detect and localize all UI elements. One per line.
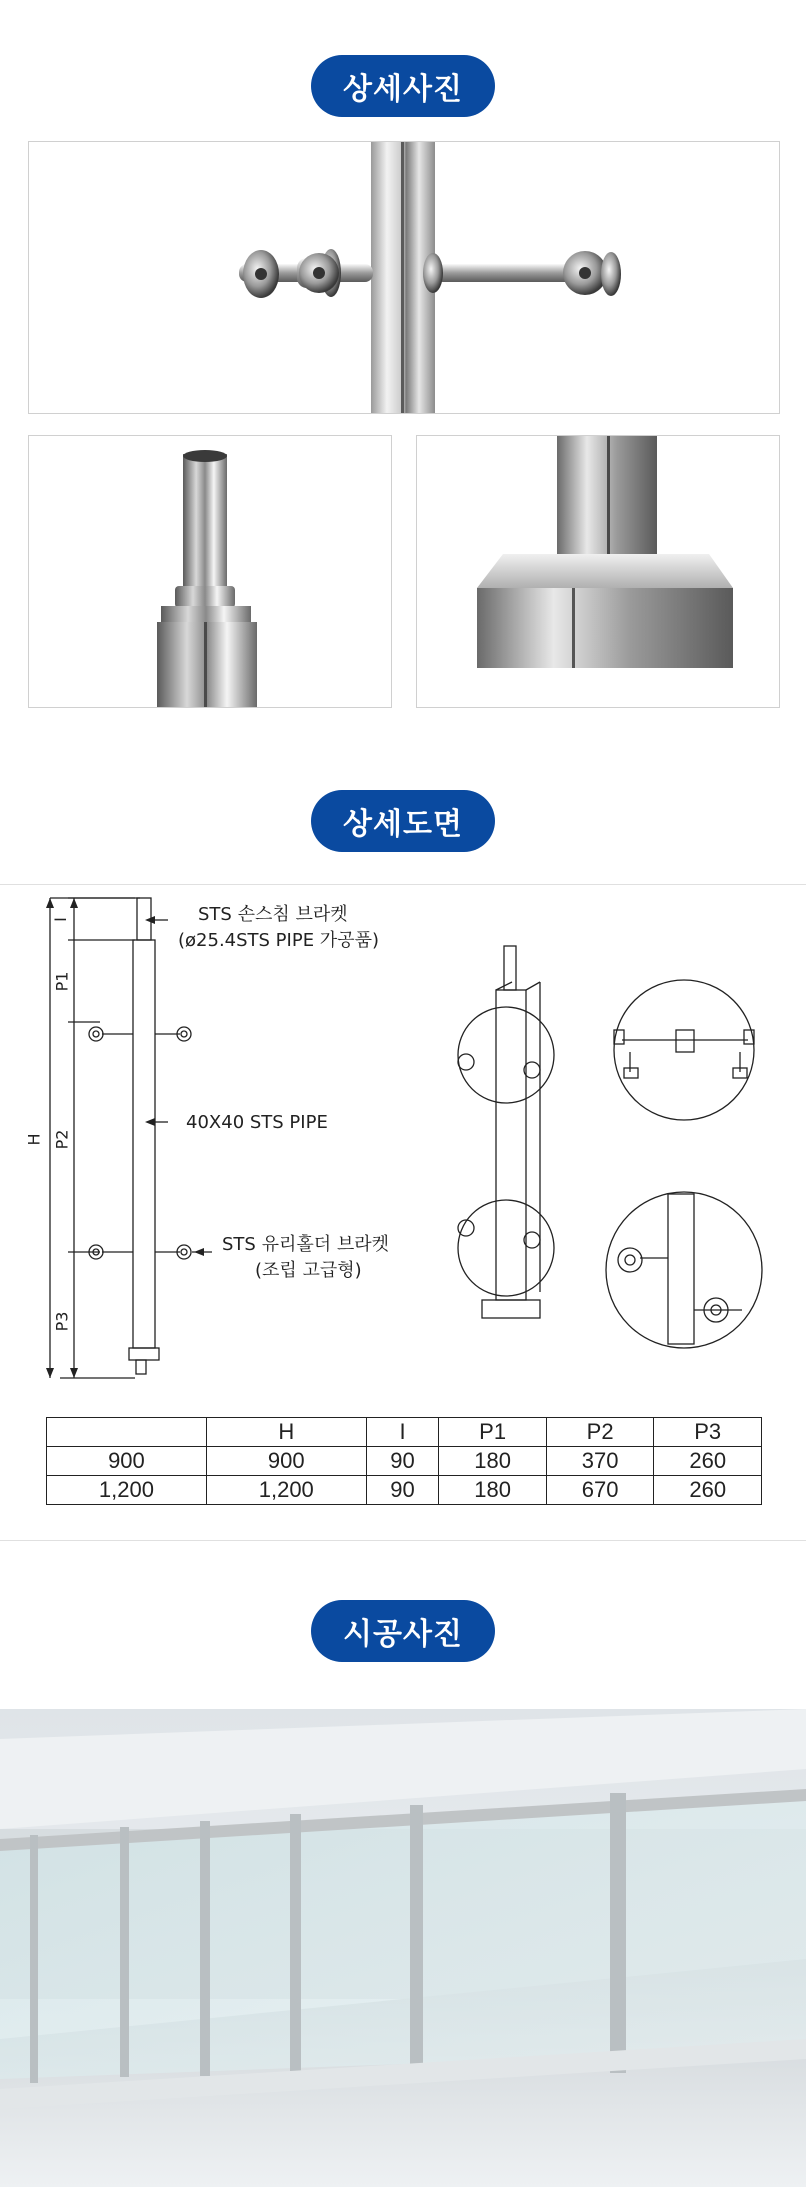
post-clamp-illustration (29, 142, 780, 414)
spec-header-cell: P3 (654, 1418, 762, 1447)
photo-post-base (416, 435, 780, 708)
label-handrail-bracket: STS 손스침 브라켓 (198, 904, 348, 925)
table-row (47, 1447, 762, 1476)
spec-cell: 900 (47, 1447, 207, 1476)
photo-installation (0, 1709, 806, 2187)
dim-label-H: H (24, 1133, 44, 1146)
spec-header-cell: I (366, 1418, 439, 1447)
dim-label-P2: P2 (52, 1129, 72, 1150)
spec-cell: 1,200 (206, 1476, 366, 1505)
spec-header-cell: P1 (439, 1418, 547, 1447)
section-title-detail-photo: 상세사진 (311, 55, 495, 117)
spec-table-header-row (47, 1418, 762, 1447)
photo-post-with-clamps (28, 141, 780, 414)
divider-line (0, 884, 806, 885)
spec-header-cell: P2 (546, 1418, 654, 1447)
dim-label-P3: P3 (52, 1311, 72, 1332)
label-glass-holder-sub: (조립 고급형) (255, 1260, 362, 1281)
spec-cell: 370 (546, 1447, 654, 1476)
spec-cell: 180 (439, 1476, 547, 1505)
dim-label-P1: P1 (52, 971, 72, 992)
dim-label-I: I (50, 917, 70, 922)
spec-cell: 1,200 (47, 1476, 207, 1505)
pipe-top-illustration (29, 436, 392, 708)
spec-header-cell: H (206, 1418, 366, 1447)
section-title-install-photo: 시공사진 (311, 1600, 495, 1662)
photo-pipe-top (28, 435, 392, 708)
spec-cell: 180 (439, 1447, 547, 1476)
spec-cell: 260 (654, 1447, 762, 1476)
section-title-detail-drawing: 상세도면 (311, 790, 495, 852)
table-row (47, 1476, 762, 1505)
post-base-illustration (417, 436, 780, 708)
divider-line (0, 1540, 806, 1541)
spec-cell: 90 (366, 1476, 439, 1505)
spec-cell: 670 (546, 1476, 654, 1505)
installation-illustration (0, 1709, 806, 2187)
label-pipe: 40X40 STS PIPE (186, 1112, 328, 1133)
spec-cell: 260 (654, 1476, 762, 1505)
technical-drawing (0, 890, 806, 1410)
spec-cell: 900 (206, 1447, 366, 1476)
label-handrail-bracket-sub: (ø25.4STS PIPE 가공품) (178, 930, 379, 951)
spec-cell: 90 (366, 1447, 439, 1476)
label-glass-holder-bracket: STS 유리홀더 브라켓 (222, 1234, 390, 1255)
spec-header-cell (47, 1418, 207, 1447)
spec-table (46, 1417, 762, 1505)
